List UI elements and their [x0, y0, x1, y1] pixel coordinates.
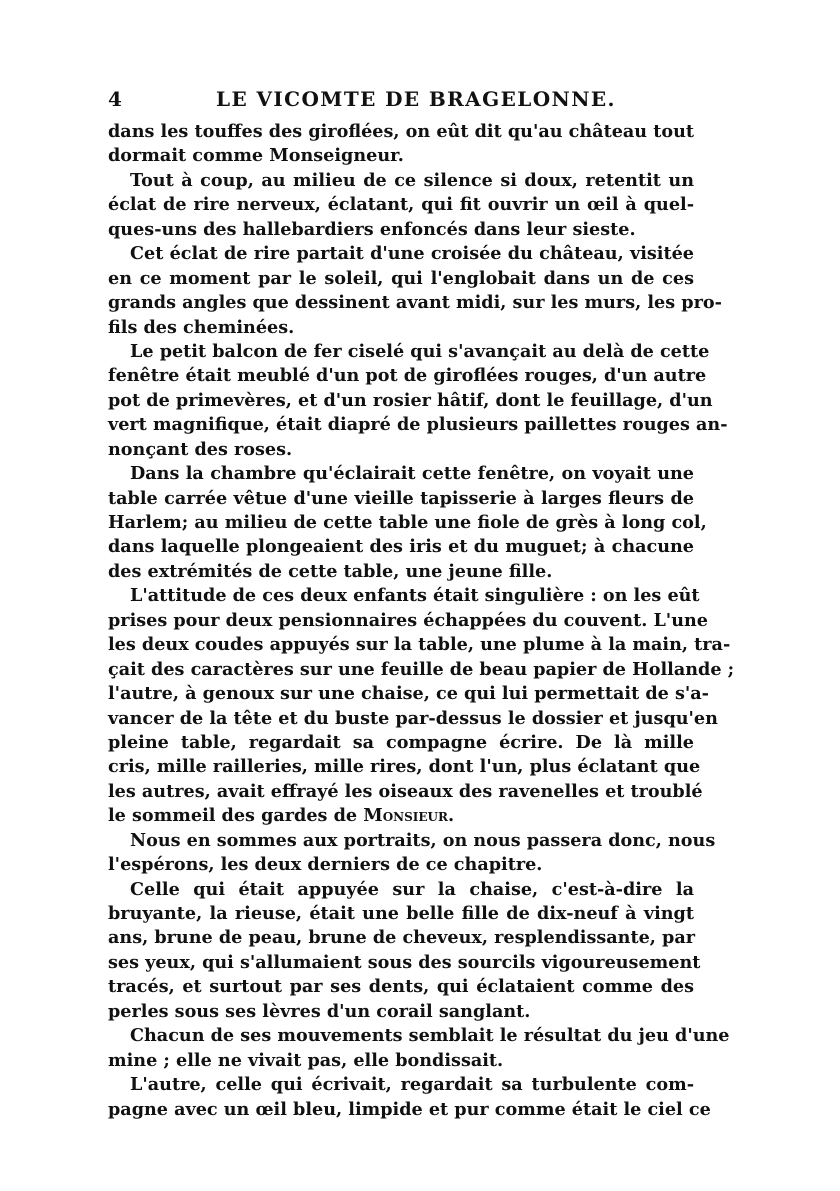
text-line: vancer de la tête et du buste par-dessus le dossier et jusqu'en	[108, 707, 718, 729]
text-line: L'attitude de ces deux enfants était singulière : on les eût	[130, 585, 700, 607]
text-line: l'autre, à genoux sur une chaise, ce qui lui permettait de s'a-	[108, 683, 709, 705]
text-line: les deux coudes appuyés sur la table, une plume à la main, tra-	[108, 634, 731, 656]
text-line: table carrée vêtue d'une vieille tapisserie à larges fleurs de	[108, 487, 694, 509]
text-line: l'espérons, les deux derniers de ce chapitre.	[108, 854, 543, 876]
text-line: Harlem; au milieu de cette table une fiole de grès à long col,	[108, 512, 707, 533]
text-line: cris, mille railleries, mille rires, dont l'un, plus éclatant que	[108, 756, 701, 778]
text-line: bruyante, la rieuse, était une belle fille de dix-neuf à vingt	[108, 903, 694, 924]
text-line: nonçant des roses.	[108, 438, 293, 460]
page-number: 4	[108, 87, 122, 111]
text-line: perles sous ses lèvres d'un corail sanglant.	[108, 1000, 531, 1022]
text-line: fenêtre était meublé d'un pot de giroflées rouges, d'un autre	[108, 365, 707, 387]
text-line: dans les touffes des giroflées, on eût dit qu'au château tout	[108, 121, 694, 142]
text-line: pleine table, regardait sa compagne écrire. De là mille	[108, 731, 694, 753]
text-line: mine ; elle ne vivait pas, elle bondissait.	[108, 1049, 504, 1071]
text-line: Le petit balcon de fer ciselé qui s'avançait au delà de cette	[130, 340, 710, 362]
text-line: dormait comme Monseigneur.	[108, 145, 404, 167]
body-text	[108, 120, 735, 1122]
text-line: pot de primevères, et d'un rosier hâtif, dont le feuillage, d'un	[108, 389, 713, 411]
text-line: ans, brune de peau, brune de cheveux, resplendissante, par	[108, 927, 695, 949]
text-line: Celle qui était appuyée sur la chaise, c'est-à-dire la	[130, 878, 694, 900]
page-header	[108, 84, 694, 114]
text-line: pagne avec un œil bleu, limpide et pur comme était le ciel ce	[108, 1098, 711, 1120]
text-line: çait des caractères sur une feuille de beau papier de Hollande ;	[108, 658, 735, 680]
text-line: L'autre, celle qui écrivait, regardait sa turbulente com-	[130, 1074, 694, 1096]
text-line: prises pour deux pensionnaires échappées du couvent. L'une	[108, 609, 708, 631]
text-line: dans laquelle plongeaient des iris et du muguet; à chacune	[108, 536, 694, 558]
text-line: ques-uns des hallebardiers enfoncés dans leur sieste.	[108, 218, 636, 240]
text-line: Chacun de ses mouvements semblait le résultat du jeu d'une	[130, 1025, 730, 1047]
small-caps-monsieur: Monsieur.	[363, 805, 455, 827]
text-line: tracés, et surtout par ses dents, qui éclataient comme des	[108, 976, 694, 998]
text-line: ses yeux, qui s'allumaient sous des sourcils vigoureusement	[108, 951, 701, 973]
text-line: les autres, avait effrayé les oiseaux des ravenelles et troublé	[108, 780, 703, 802]
text-line: des extrémités de cette table, une jeune fille.	[108, 560, 553, 582]
text-line: Nous en sommes aux portraits, on nous passera donc, nous	[130, 829, 716, 851]
text-line: Dans la chambre qu'éclairait cette fenêtre, on voyait une	[130, 463, 694, 485]
text-line: fils des cheminées.	[108, 316, 295, 338]
text-line: éclat de rire nerveux, éclatant, qui fit ouvrir un œil à quel-	[108, 194, 694, 216]
text-line: Cet éclat de rire partait d'une croisée du château, visitée	[130, 243, 694, 265]
text-line: vert magnifique, était diapré de plusieurs paillettes rouges an-	[108, 414, 728, 436]
text-line: en ce moment par le soleil, qui l'englobait dans un de ces	[108, 267, 694, 289]
text-line-start: le sommeil des gardes de	[108, 805, 358, 827]
text-line: Tout à coup, au milieu de ce silence si doux, retentit un	[130, 169, 694, 191]
text-line-with-small-caps	[108, 804, 694, 828]
text-line: grands angles que dessinent avant midi, sur les murs, les pro-	[108, 292, 722, 314]
running-title: LE VICOMTE DE BRAGELONNE.	[216, 87, 616, 111]
